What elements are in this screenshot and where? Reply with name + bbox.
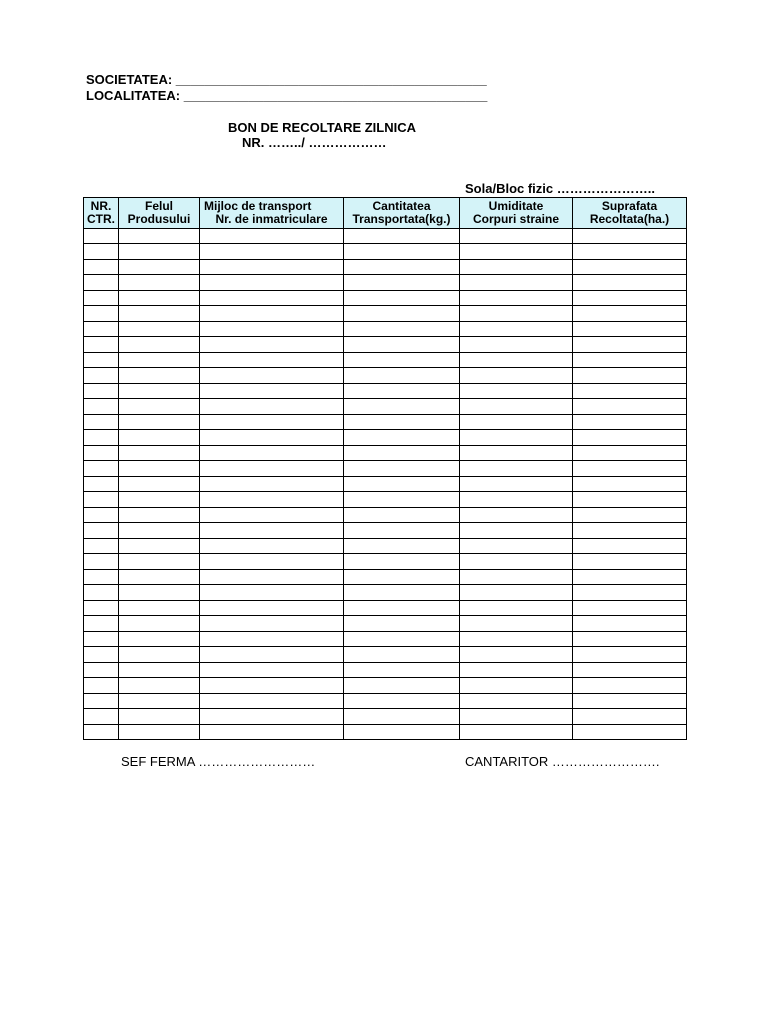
- table-cell: [573, 461, 687, 477]
- table-cell: [573, 492, 687, 508]
- table-cell: [84, 569, 119, 585]
- table-row: [84, 414, 687, 430]
- table-cell: [200, 352, 344, 368]
- table-cell: [84, 368, 119, 384]
- table-row: [84, 693, 687, 709]
- table-cell: [200, 538, 344, 554]
- table-row: [84, 569, 687, 585]
- table-cell: [84, 709, 119, 725]
- table-cell: [200, 229, 344, 244]
- table-row: [84, 445, 687, 461]
- table-cell: [573, 399, 687, 415]
- table-row: [84, 352, 687, 368]
- table-cell: [460, 647, 573, 663]
- table-cell: [460, 306, 573, 322]
- table-cell: [119, 616, 200, 632]
- table-cell: [84, 476, 119, 492]
- table-cell: [573, 662, 687, 678]
- table-cell: [200, 616, 344, 632]
- table-cell: [119, 290, 200, 306]
- table-cell: [200, 430, 344, 446]
- table-cell: [460, 229, 573, 244]
- table-cell: [344, 461, 460, 477]
- table-row: [84, 229, 687, 244]
- table-header-row: [84, 198, 687, 229]
- table-cell: [84, 352, 119, 368]
- table-cell: [460, 600, 573, 616]
- table-row: [84, 461, 687, 477]
- table-cell: [84, 290, 119, 306]
- table-cell: [460, 724, 573, 740]
- table-cell: [119, 724, 200, 740]
- table-cell: [344, 244, 460, 260]
- table-cell: [460, 275, 573, 291]
- table-cell: [84, 616, 119, 632]
- table-cell: [460, 352, 573, 368]
- table-cell: [84, 306, 119, 322]
- table-cell: [200, 507, 344, 523]
- table-cell: [84, 662, 119, 678]
- table-cell: [344, 631, 460, 647]
- table-cell: [200, 523, 344, 539]
- table-row: [84, 631, 687, 647]
- table-cell: [344, 492, 460, 508]
- table-cell: [460, 538, 573, 554]
- table-cell: [344, 523, 460, 539]
- table-cell: [573, 523, 687, 539]
- harvest-table: [83, 197, 687, 740]
- table-row: [84, 507, 687, 523]
- table-cell: [200, 306, 344, 322]
- table-cell: [573, 554, 687, 570]
- table-cell: [460, 399, 573, 415]
- table-cell: [460, 430, 573, 446]
- table-row: [84, 290, 687, 306]
- table-cell: [460, 414, 573, 430]
- table-cell: [344, 368, 460, 384]
- table-row: [84, 709, 687, 725]
- table-cell: [119, 554, 200, 570]
- table-cell: [344, 399, 460, 415]
- col-felul-produsului: Felul Produsului: [119, 198, 200, 229]
- table-cell: [119, 693, 200, 709]
- table-cell: [344, 709, 460, 725]
- table-cell: [84, 399, 119, 415]
- cantaritor-signature: CANTARITOR …………………….: [465, 754, 660, 769]
- table-cell: [84, 678, 119, 694]
- table-cell: [344, 600, 460, 616]
- table-cell: [460, 523, 573, 539]
- table-cell: [200, 414, 344, 430]
- table-cell: [573, 693, 687, 709]
- table-row: [84, 399, 687, 415]
- table-cell: [84, 724, 119, 740]
- col-nr-ctr: NR. CTR.: [84, 198, 119, 229]
- col-cantitatea: Cantitatea Transportata(kg.): [344, 198, 460, 229]
- table-cell: [119, 492, 200, 508]
- table-row: [84, 616, 687, 632]
- sef-ferma-signature: SEF FERMA ………………………: [121, 754, 316, 769]
- table-cell: [119, 321, 200, 337]
- table-cell: [344, 724, 460, 740]
- table-cell: [84, 275, 119, 291]
- societatea-field: SOCIETATEA: ___________________________________________: [86, 72, 487, 87]
- table-cell: [200, 399, 344, 415]
- table-row: [84, 383, 687, 399]
- table-cell: [344, 616, 460, 632]
- table-cell: [200, 600, 344, 616]
- table-cell: [119, 368, 200, 384]
- table-cell: [573, 259, 687, 275]
- table-cell: [573, 538, 687, 554]
- col-mijloc-transport: Mijloc de transport Nr. de inmatriculare: [200, 198, 344, 229]
- table-cell: [573, 709, 687, 725]
- table-cell: [573, 368, 687, 384]
- table-cell: [119, 709, 200, 725]
- table-cell: [200, 492, 344, 508]
- table-cell: [200, 244, 344, 260]
- table-cell: [119, 275, 200, 291]
- table-cell: [119, 445, 200, 461]
- table-row: [84, 678, 687, 694]
- table-cell: [119, 631, 200, 647]
- table-cell: [84, 600, 119, 616]
- table-cell: [460, 709, 573, 725]
- table-cell: [460, 693, 573, 709]
- table-cell: [573, 275, 687, 291]
- table-cell: [460, 678, 573, 694]
- table-cell: [119, 229, 200, 244]
- table-cell: [344, 445, 460, 461]
- table-cell: [119, 476, 200, 492]
- table-cell: [200, 445, 344, 461]
- table-cell: [84, 414, 119, 430]
- table-cell: [460, 616, 573, 632]
- table-row: [84, 306, 687, 322]
- table-row: [84, 259, 687, 275]
- table-cell: [84, 538, 119, 554]
- table-row: [84, 476, 687, 492]
- table-cell: [460, 507, 573, 523]
- table-cell: [200, 647, 344, 663]
- table-cell: [573, 600, 687, 616]
- table-cell: [119, 383, 200, 399]
- table-cell: [119, 662, 200, 678]
- table-cell: [200, 321, 344, 337]
- table-cell: [119, 600, 200, 616]
- table-cell: [200, 259, 344, 275]
- table-row: [84, 321, 687, 337]
- table-cell: [119, 306, 200, 322]
- table-cell: [460, 476, 573, 492]
- table-cell: [200, 693, 344, 709]
- table-cell: [460, 631, 573, 647]
- table-cell: [84, 492, 119, 508]
- table-cell: [84, 259, 119, 275]
- table-cell: [460, 337, 573, 353]
- table-row: [84, 724, 687, 740]
- table-cell: [200, 662, 344, 678]
- table-body: [84, 229, 687, 740]
- table-cell: [344, 383, 460, 399]
- table-cell: [119, 244, 200, 260]
- table-cell: [460, 492, 573, 508]
- table-cell: [119, 259, 200, 275]
- table-row: [84, 662, 687, 678]
- table-cell: [573, 337, 687, 353]
- table-cell: [84, 693, 119, 709]
- table-cell: [119, 647, 200, 663]
- document-title: BON DE RECOLTARE ZILNICA: [228, 120, 417, 135]
- sola-bloc-fizic: Sola/Bloc fizic …………………..: [465, 181, 655, 196]
- table-cell: [344, 259, 460, 275]
- table-cell: [119, 538, 200, 554]
- table-cell: [200, 275, 344, 291]
- table-cell: [460, 662, 573, 678]
- table-cell: [573, 569, 687, 585]
- table-cell: [573, 306, 687, 322]
- table-cell: [344, 337, 460, 353]
- table-cell: [200, 631, 344, 647]
- table-cell: [119, 399, 200, 415]
- table-cell: [573, 229, 687, 244]
- table-row: [84, 244, 687, 260]
- table-cell: [119, 430, 200, 446]
- table-row: [84, 538, 687, 554]
- table-cell: [344, 275, 460, 291]
- table-cell: [84, 383, 119, 399]
- table-cell: [573, 585, 687, 601]
- table-cell: [460, 368, 573, 384]
- table-cell: [84, 523, 119, 539]
- table-cell: [344, 554, 460, 570]
- table-cell: [200, 585, 344, 601]
- table-cell: [84, 445, 119, 461]
- table-cell: [200, 461, 344, 477]
- table-cell: [200, 383, 344, 399]
- table-row: [84, 337, 687, 353]
- table-cell: [344, 229, 460, 244]
- table-cell: [573, 445, 687, 461]
- table-cell: [573, 352, 687, 368]
- table-cell: [460, 383, 573, 399]
- table-cell: [573, 290, 687, 306]
- table-cell: [344, 476, 460, 492]
- table-cell: [344, 306, 460, 322]
- table-cell: [344, 290, 460, 306]
- table-row: [84, 275, 687, 291]
- col-suprafata: Suprafata Recoltata(ha.): [573, 198, 687, 229]
- table-cell: [573, 321, 687, 337]
- table-cell: [460, 321, 573, 337]
- table-cell: [84, 585, 119, 601]
- table-cell: [460, 585, 573, 601]
- table-cell: [344, 569, 460, 585]
- table-cell: [573, 631, 687, 647]
- table-cell: [344, 414, 460, 430]
- table-cell: [200, 724, 344, 740]
- table-cell: [344, 585, 460, 601]
- table-cell: [84, 631, 119, 647]
- table-cell: [200, 337, 344, 353]
- localitatea-field: LOCALITATEA: __________________________________________: [86, 88, 488, 103]
- table-cell: [200, 709, 344, 725]
- table-cell: [573, 414, 687, 430]
- table-cell: [200, 554, 344, 570]
- table-cell: [460, 554, 573, 570]
- table-cell: [344, 647, 460, 663]
- table-cell: [84, 554, 119, 570]
- table-cell: [344, 538, 460, 554]
- table-row: [84, 492, 687, 508]
- table-cell: [573, 678, 687, 694]
- table-cell: [460, 569, 573, 585]
- table-cell: [84, 507, 119, 523]
- table-cell: [200, 476, 344, 492]
- table-cell: [119, 507, 200, 523]
- table-cell: [573, 724, 687, 740]
- table-cell: [200, 368, 344, 384]
- table-cell: [460, 244, 573, 260]
- table-cell: [119, 585, 200, 601]
- table-cell: [200, 678, 344, 694]
- table-cell: [344, 321, 460, 337]
- table-cell: [344, 507, 460, 523]
- table-cell: [119, 352, 200, 368]
- col-umiditate: Umiditate Corpuri straine: [460, 198, 573, 229]
- table-cell: [460, 445, 573, 461]
- table-cell: [84, 229, 119, 244]
- table-cell: [344, 430, 460, 446]
- table-cell: [573, 647, 687, 663]
- table-cell: [573, 244, 687, 260]
- table-cell: [460, 259, 573, 275]
- table-cell: [573, 383, 687, 399]
- document-number: NR. ……../ ………………: [242, 135, 387, 150]
- table-cell: [344, 693, 460, 709]
- table-cell: [84, 461, 119, 477]
- table-row: [84, 523, 687, 539]
- table-cell: [84, 647, 119, 663]
- table-cell: [84, 430, 119, 446]
- table-row: [84, 647, 687, 663]
- table-row: [84, 585, 687, 601]
- table-cell: [460, 290, 573, 306]
- table-cell: [344, 678, 460, 694]
- table-row: [84, 600, 687, 616]
- table-cell: [119, 414, 200, 430]
- table-cell: [573, 476, 687, 492]
- table-cell: [573, 430, 687, 446]
- table-row: [84, 368, 687, 384]
- table-row: [84, 430, 687, 446]
- table-cell: [119, 569, 200, 585]
- table-cell: [119, 678, 200, 694]
- table-cell: [84, 244, 119, 260]
- table-cell: [84, 337, 119, 353]
- table-cell: [119, 523, 200, 539]
- table-cell: [84, 321, 119, 337]
- table-cell: [200, 569, 344, 585]
- table-cell: [573, 507, 687, 523]
- table-cell: [200, 290, 344, 306]
- table-cell: [119, 461, 200, 477]
- table-cell: [344, 352, 460, 368]
- table-cell: [573, 616, 687, 632]
- table-cell: [344, 662, 460, 678]
- table-cell: [460, 461, 573, 477]
- table-row: [84, 554, 687, 570]
- table-cell: [119, 337, 200, 353]
